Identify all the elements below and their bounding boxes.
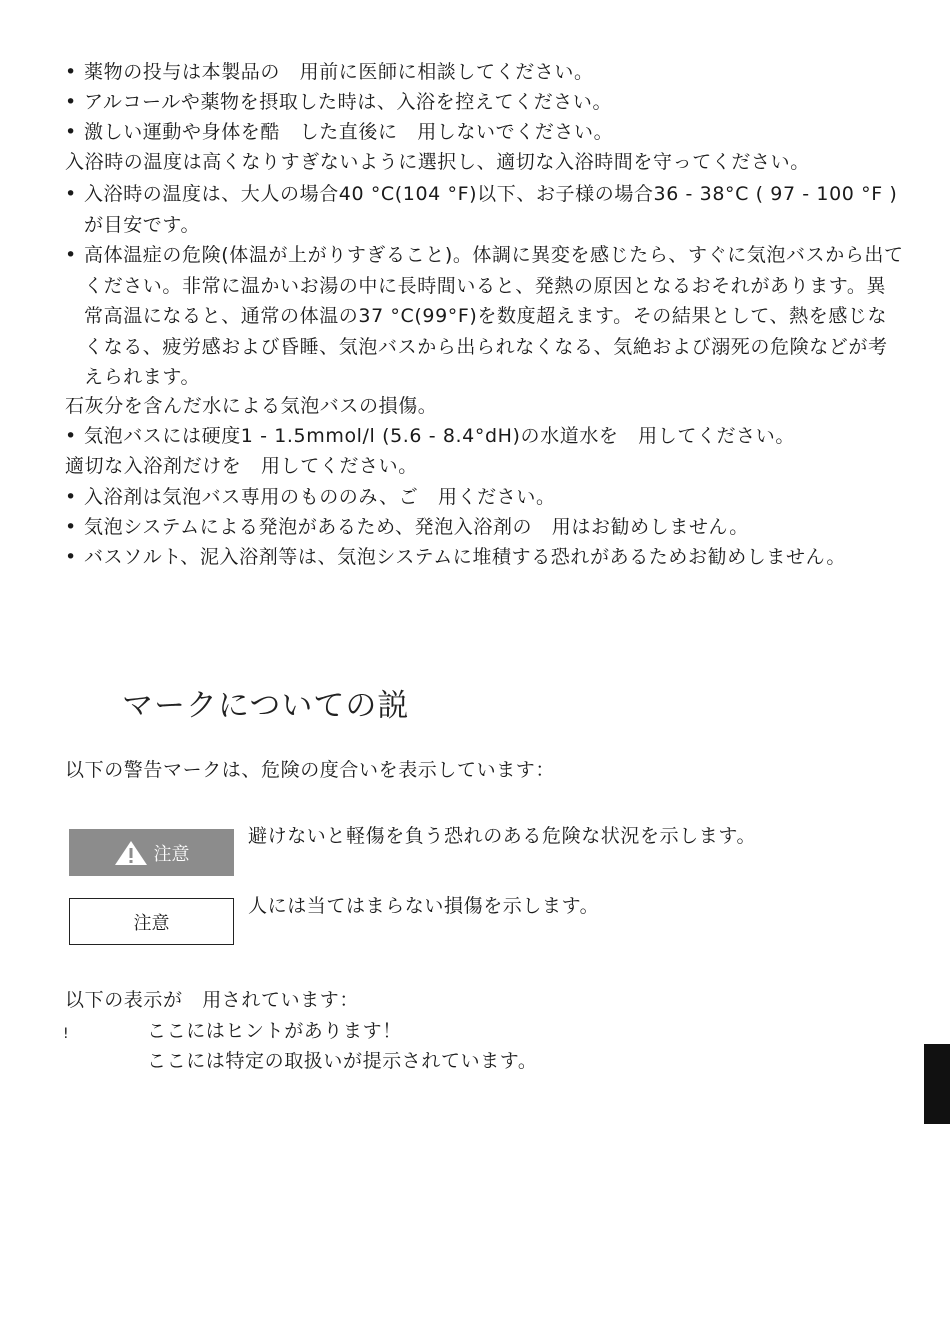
- bullet-temperature-guide: 入浴時の温度は、大人の場合40 °C(104 °F)以下、お子様の場合36 - 38°C ( 97 - 100 °F ) が目安です。: [84, 183, 898, 236]
- notice-box-label: 注意: [133, 912, 170, 934]
- warning-caution-label: 注意: [153, 843, 190, 865]
- bullet-marker: •: [65, 516, 77, 538]
- bullet-marker: •: [65, 425, 77, 447]
- warning-caution-text: 避けないと軽傷を負う恐れのある危険な状況を示します。: [248, 825, 757, 847]
- section-bath-additives: 適切な入浴剤だけを 用してください。: [65, 455, 418, 477]
- bullet-foaming: 気泡システムによる発泡があるため、発泡入浴剤の 用はお勧めしません。: [84, 516, 749, 538]
- section-limescale: 石灰分を含んだ水による気泡バスの損傷。: [65, 395, 438, 417]
- page-heading: マークについての説: [122, 688, 410, 724]
- hint-text: ここにはヒントがあります！: [147, 1020, 402, 1042]
- bullet-water-hardness: 気泡バスには硬度1 - 1.5mmol/l (5.6 - 8.4°dH)の水道水を 用してください。: [84, 425, 795, 447]
- bullet-marker: •: [65, 91, 77, 113]
- hint-mark-icon: !: [63, 1026, 69, 1042]
- warning-intro: 以下の警告マークは、危険の度合いを表示しています：: [65, 759, 556, 781]
- bullet-marker: •: [65, 244, 77, 266]
- display-intro: 以下の表示が 用されています：: [65, 989, 360, 1011]
- bullet-medication: 薬物の投与は本製品の 用前に医師に相談してください。: [84, 61, 594, 83]
- notice-box-text: 人には当てはまらない損傷を示します。: [248, 895, 600, 917]
- info-text: ここには特定の取扱いが提示されています。: [147, 1050, 538, 1072]
- bullet-marker: •: [65, 121, 77, 143]
- section-temperature: 入浴時の温度は高くなりすぎないように選択し、適切な入浴時間を守ってください。: [65, 151, 810, 173]
- warning-caution-box: [69, 829, 234, 876]
- side-thumb-tab: [924, 1044, 950, 1124]
- bullet-marker: •: [65, 61, 77, 83]
- bullet-marker: •: [65, 546, 77, 568]
- bullet-marker: •: [65, 183, 77, 205]
- warning-triangle-icon: [114, 840, 148, 866]
- bullet-hyperthermia: 高体温症の危険(体温が上がりすぎること)。体調に異変を感じたら、すぐに気泡バスから出てください。非常に温かいお湯の中に長時間いると、発熱の原因となるおそれがあります。異常高温になると、通常の体温の37 °C(99°F)を数度超えます。その結果として、熱を感じなくなる、疲労感および昏睡、気泡バスから出られなくなる、気絶および溺死の危険などが考えられます。: [84, 244, 904, 388]
- bullet-additives-only: 入浴剤は気泡バス専用のもののみ、ご 用ください。: [84, 486, 556, 508]
- bullet-marker: •: [65, 486, 77, 508]
- notice-box: [69, 898, 234, 945]
- bullet-bath-salt: バスソルト、泥入浴剤等は、気泡システムに堆積する恐れがあるためお勧めしません。: [84, 546, 846, 568]
- bullet-alcohol: アルコールや薬物を摂取した時は、入浴を控えてください。: [84, 91, 613, 113]
- bullet-exercise: 激しい運動や身体を酷 した直後に 用しないでください。: [84, 121, 614, 143]
